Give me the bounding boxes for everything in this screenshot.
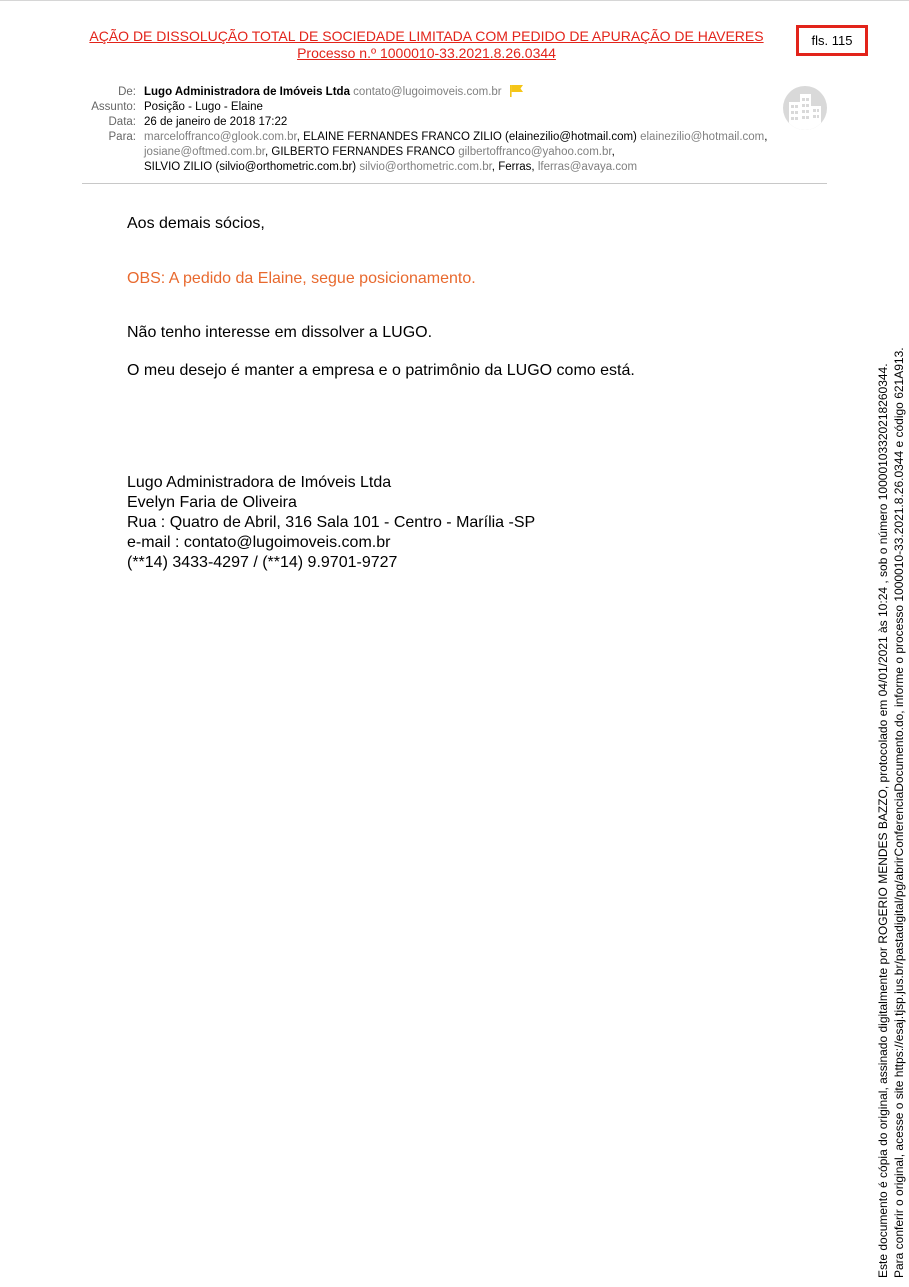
signature-address: Rua : Quatro de Abril, 316 Sala 101 - Centro - Marília -SP [127, 514, 536, 531]
to-label: Para: [108, 131, 136, 143]
from-address[interactable]: contato@lugoimoveis.com.br [353, 86, 502, 98]
header-divider [82, 183, 827, 184]
from-label: De: [118, 86, 136, 98]
subject-value: Posição - Lugo - Elaine [144, 101, 263, 113]
paragraph-2: O meu desejo é manter a empresa e o patrimônio da LUGO como está. [127, 362, 635, 379]
side-note-line2: Para conferir o original, acesse o site https://esaj.tjsp.jus.br/pastadigital/pg/abrirConferenciaDocumento.do, informe o processo 1000010-33.2021.8.26.0344 e código 621A913. [892, 347, 906, 1278]
digital-signature-note [875, 178, 907, 1278]
to-row [60, 130, 820, 175]
signature-email: e-mail : contato@lugoimoveis.com.br [127, 534, 391, 551]
recipient[interactable]: ELAINE FERNANDES FRANCO ZILIO (elainezilio@hotmail.com) [303, 131, 637, 143]
signature-block [127, 473, 535, 573]
recipient-address[interactable]: elainezilio@hotmail.com [640, 131, 765, 143]
recipient[interactable]: josiane@oftmed.com.br [144, 146, 265, 158]
case-title-line1: AÇÃO DE DISSOLUÇÃO TOTAL DE SOCIEDADE LIMITADA COM PEDIDO DE APURAÇÃO DE HAVERES [89, 28, 764, 44]
side-note-line1: Este documento é cópia do original, assinado digitalmente por ROGERIO MENDES BAZZO, protocolado em 04/01/2021 às 10:24 , sob o número 10000103320218260344. [876, 363, 890, 1278]
top-divider [0, 0, 909, 1]
signature-person: Evelyn Faria de Oliveira [127, 494, 297, 511]
building-avatar-icon [783, 86, 827, 130]
recipient[interactable]: SILVIO ZILIO (silvio@orthometric.com.br) [144, 161, 357, 173]
date-label: Data: [108, 116, 136, 128]
email-header [60, 85, 820, 175]
subject-row [60, 100, 820, 115]
flag-icon[interactable] [509, 85, 525, 97]
subject-label: Assunto: [91, 101, 136, 113]
recipient-address[interactable]: gilbertoffranco@yahoo.com.br [458, 146, 612, 158]
recipients: marceloffranco@glook.com.br, ELAINE FERNANDES FRANCO ZILIO (elainezilio@hotmail.com) elainezilio@hotmail.com, josiane@oftmed.com.br, GILBERTO FERNANDES FRANCO gilbertoffranco@yahoo.com.br, SILVIO ZILIO (silvio@orthometric.com.br) silvio@orthometric.com.br, Ferras, lferras@avaya.com [144, 131, 768, 173]
case-title [80, 28, 773, 62]
signature-company: Lugo Administradora de Imóveis Ltda [127, 474, 392, 491]
obs-note: OBS: A pedido da Elaine, segue posicionamento. [127, 270, 476, 287]
page-number-box [796, 25, 868, 56]
greeting: Aos demais sócios, [127, 215, 265, 232]
date-value: 26 de janeiro de 2018 17:22 [144, 116, 288, 128]
from-row [60, 85, 820, 100]
recipient-address[interactable]: silvio@orthometric.com.br [359, 161, 492, 173]
page-number: fls. 115 [811, 33, 853, 48]
date-row [60, 115, 820, 130]
paragraph-1: Não tenho interesse em dissolver a LUGO. [127, 324, 433, 341]
case-number: Processo n.º 1000010-33.2021.8.26.0344 [297, 45, 556, 61]
from-name: Lugo Administradora de Imóveis Ltda [144, 86, 350, 98]
signature-phones: (**14) 3433-4297 / (**14) 9.9701-9727 [127, 554, 398, 571]
recipient[interactable]: GILBERTO FERNANDES FRANCO [271, 146, 455, 158]
recipient[interactable]: marceloffranco@glook.com.br [144, 131, 297, 143]
recipient-address[interactable]: lferras@avaya.com [537, 161, 638, 173]
recipient[interactable]: Ferras [498, 161, 532, 173]
